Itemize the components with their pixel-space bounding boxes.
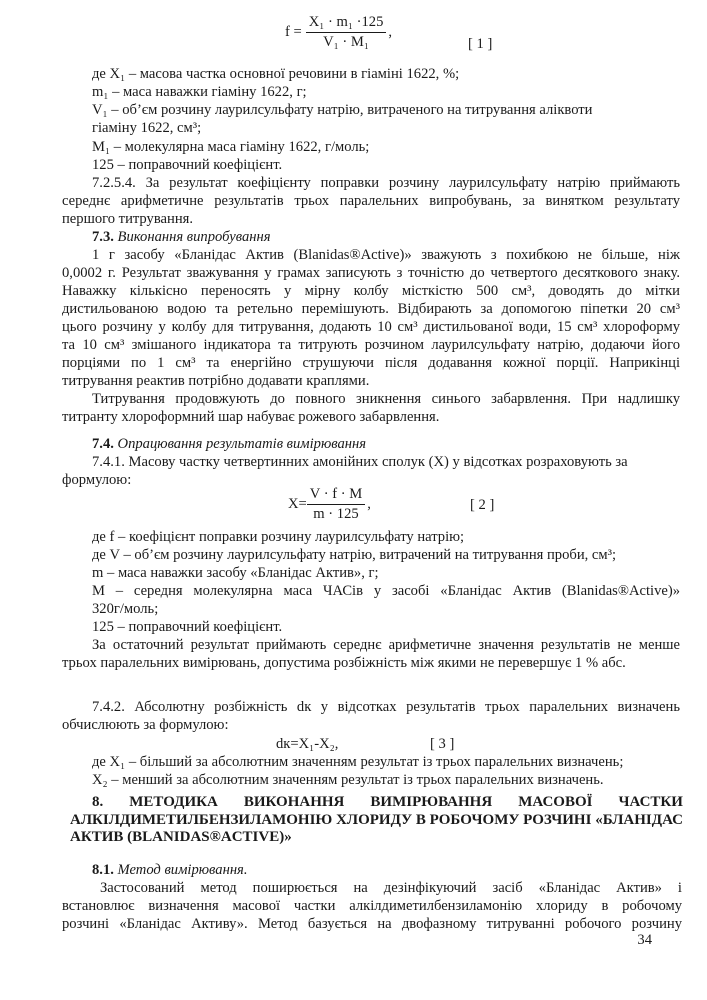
paragraph-line: цього розчину у колбу для титрування, додають 10 см³ дистильованої води, 15 см³ хлороформу: [62, 319, 680, 335]
section-number: 8.1.: [92, 862, 114, 878]
section-heading-8: [70, 794, 683, 847]
heading-word: МАСОВОЇ: [518, 794, 593, 810]
def-line: де V – об’єм розчину лаурилсульфату натрію, витрачений на титрування проби, см³;: [92, 547, 617, 563]
paragraph-line: титрування реактив потрібно додавати краплями.: [62, 373, 370, 389]
paragraph-line: першого титрування.: [62, 211, 193, 227]
paragraph-line: та 10 см³ змішаного індикатора та титрують розчином лаурилсульфату натрію, додаючи його: [62, 337, 680, 353]
def-line: V₁ – об’єм розчину лаурилсульфату натрію, витраченого на титрування аліквоти: [92, 102, 593, 118]
def-line: M₁ – молекулярна маса гіаміну 1622, г/моль;: [92, 139, 370, 155]
section-title: Метод вимірювання.: [117, 862, 248, 878]
paragraph-line: За остаточний результат приймають середнє арифметичне значення результатів не менше: [92, 637, 680, 653]
paragraph-line: 1 г засобу «Бланідас Актив (Blanidas®Active)» зважують з похибкою не більше, ніж: [92, 247, 680, 263]
heading-word: ВИКОНАННЯ: [243, 794, 345, 810]
paragraph-line: дистильованою водою та ретельно перемішують. Відбирають за допомогою піпетки 20 см³: [62, 301, 680, 317]
section-number: 8.: [92, 794, 104, 810]
def-line: де X₁ – більший за абсолютним значенням результат із трьох паралельних визначень;: [92, 754, 624, 770]
paragraph-line: 7.4.2. Абсолютну розбіжність dк у відсотках результатів трьох паралельних визначень: [92, 699, 680, 715]
paragraph-line: обчислюють за формулою:: [62, 717, 229, 733]
def-line: M – середня молекулярна маса ЧАСів у засобі «Бланідас Актив (Blanidas®Active)»: [92, 583, 680, 599]
formula-2-lhs: X=: [288, 496, 307, 512]
formula-3: dк=X₁-X₂,: [276, 736, 339, 752]
paragraph-line: встановлює визначення масової частки алкілдиметилбензиламонію хлориду в робочому: [62, 898, 682, 914]
paragraph-line: Титрування продовжують до повного зникнення синього забарвлення. При надлишку: [92, 391, 680, 407]
formula-1: [285, 14, 392, 51]
formula-2-fraction: [307, 486, 365, 523]
def-line: 320г/моль;: [92, 601, 159, 617]
def-line: 125 – поправочний коефіцієнт.: [92, 157, 283, 173]
paragraph-line: титранту хлороформний шар набуває рожевого забарвлення.: [62, 409, 440, 425]
page-number: 34: [637, 932, 652, 948]
formula-2-numerator: V · f · M: [307, 486, 365, 505]
paragraph-line: 7.4.1. Масову частку четвертинних амонійних сполук (X) у відсотках розраховують за: [92, 454, 628, 470]
paragraph-line: 7.2.5.4. За результат коефіцієнту поправки розчину лаурилсульфату натрію приймають: [92, 175, 680, 191]
section-heading-8-1: [92, 862, 248, 879]
paragraph-line: порціями по 1 см³ та енергійно струшуючи після додавання кожної порції. Наприкінці: [62, 355, 680, 371]
formula-3-number: [ 3 ]: [430, 736, 455, 752]
formula-2-comma: ,: [367, 496, 371, 512]
section-heading-7-4: [92, 436, 366, 453]
formula-2-number: [ 2 ]: [470, 497, 495, 513]
formula-2: [288, 486, 371, 523]
formula-1-comma: ,: [388, 24, 393, 40]
section-number: 7.3.: [92, 229, 114, 245]
heading-line-2: АЛКІЛДИМЕТИЛБЕНЗИЛАМОНІЮ ХЛОРИДУ В РОБОЧОМУ РОЗЧИНІ «БЛАНІДАС: [70, 811, 683, 828]
paragraph-line: формулою:: [62, 472, 132, 488]
heading-word: МЕТОДИКА: [129, 794, 218, 810]
formula-2-denominator: m · 125: [313, 506, 359, 522]
paragraph-line: Наважку кількісно переносять у мірну колбу місткістю 500 см³, доводять до мітки: [62, 283, 680, 299]
heading-word: ЧАСТКИ: [618, 794, 683, 810]
def-line: гіаміну 1622, см³;: [92, 120, 202, 136]
formula-1-fraction: [306, 14, 387, 51]
def-line: де f – коефіцієнт поправки розчину лаурилсульфату натрію;: [92, 529, 465, 545]
formula-1-numerator: X₁ · m₁ ·125: [306, 14, 387, 33]
paragraph-line: розчині «Бланідас Активу». Метод базується на двофазному титруванні робочого розчину: [62, 916, 682, 932]
heading-word: ВИМІРЮВАННЯ: [370, 794, 493, 810]
paragraph-line: середнє арифметичне результатів трьох паралельних випробувань, за винятком результату: [62, 193, 680, 209]
heading-line-3: АКТИВ (BLANIDAS®ACTIVE)»: [70, 829, 292, 845]
formula-1-lhs: f =: [285, 24, 302, 40]
section-title: Опрацювання результатів вимірювання: [117, 436, 367, 452]
def-line: де X₁ – масова частка основної речовини в гіаміні 1622, %;: [92, 66, 460, 82]
section-title: Виконання випробування: [117, 229, 271, 245]
section-number: 7.4.: [92, 436, 114, 452]
def-line: 125 – поправочний коефіцієнт.: [92, 619, 283, 635]
heading-line-1: [70, 794, 683, 812]
paragraph-line: 0,0002 г. Результат зважування у грамах записують з точністю до четвертого десяткового знаку.: [62, 265, 680, 281]
formula-1-number: [ 1 ]: [468, 36, 493, 52]
def-line: X₂ – менший за абсолютним значенням результат із трьох паралельних визначень.: [92, 772, 604, 788]
def-line: m₁ – маса наважки гіаміну 1622, г;: [92, 84, 307, 100]
paragraph-line: трьох паралельних вимірювань, допустима розбіжність між якими не перевершує 1 % абс.: [62, 655, 626, 671]
def-line: m – маса наважки засобу «Бланідас Актив», г;: [92, 565, 379, 581]
section-heading-7-3: [92, 229, 271, 246]
formula-1-denominator: V₁ · M₁: [323, 34, 369, 50]
paragraph-line: Застосований метод поширюється на дезінфікуючий засіб «Бланідас Актив» і: [100, 880, 682, 896]
